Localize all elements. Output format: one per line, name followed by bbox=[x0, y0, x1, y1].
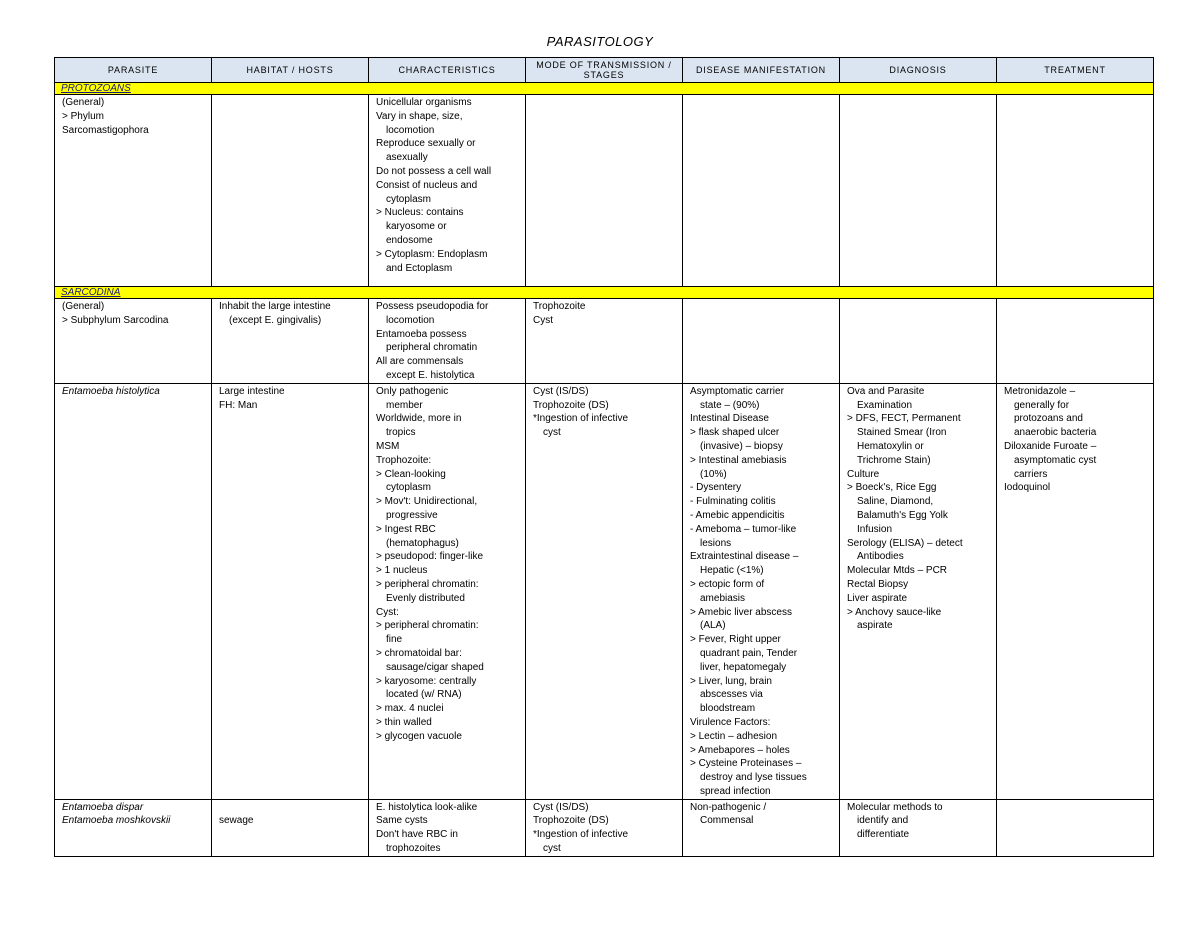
cell-parasite bbox=[55, 299, 212, 384]
cell-characteristics bbox=[369, 299, 526, 384]
cell-line: karyosome or bbox=[386, 221, 447, 233]
cell-treatment bbox=[997, 95, 1154, 287]
cell-line: Culture bbox=[847, 468, 880, 480]
cell-transmission bbox=[526, 383, 683, 799]
cell-line: Intestinal Disease bbox=[690, 413, 769, 425]
cell-line: (ALA) bbox=[700, 620, 726, 632]
cell-treatment bbox=[997, 383, 1154, 799]
cell-treatment bbox=[997, 799, 1154, 856]
cell-line bbox=[219, 801, 364, 815]
cell-parasite bbox=[55, 383, 212, 799]
cell-line: generally for bbox=[1014, 399, 1070, 411]
cell-line: Liver aspirate bbox=[847, 592, 908, 604]
cell-line: All are commensals bbox=[376, 356, 464, 368]
cell-line: asexually bbox=[386, 152, 428, 164]
cell-line: Rectal Biopsy bbox=[847, 578, 909, 590]
cell-line: except E. histolytica bbox=[386, 369, 475, 381]
cell-line: > Subphylum Sarcodina bbox=[62, 314, 169, 326]
cell-treatment bbox=[997, 299, 1154, 384]
cell-line: Non-pathogenic / bbox=[690, 801, 767, 813]
cell-line: Consist of nucleus and bbox=[376, 179, 478, 191]
cell-line: Entamoeba possess bbox=[376, 328, 467, 340]
cell-line: > Anchovy sauce-like bbox=[847, 606, 942, 618]
cell-line: sausage/cigar shaped bbox=[386, 661, 484, 673]
cell-line: cytoplasm bbox=[386, 482, 432, 494]
cell-line: (General) bbox=[62, 97, 105, 108]
cell-line: cyst bbox=[543, 843, 561, 855]
cell-line: > pseudopod: finger-like bbox=[376, 551, 484, 563]
cell-line: lesions bbox=[700, 537, 732, 549]
cell-line: Molecular methods to bbox=[847, 801, 943, 813]
section-label-protozoans: PROTOZOANS bbox=[61, 83, 131, 94]
cell-line: - Ameboma – tumor-like bbox=[690, 523, 797, 535]
cell-line: - Dysentery bbox=[690, 482, 742, 494]
cell-diagnosis bbox=[840, 299, 997, 384]
cell-line: locomotion bbox=[386, 124, 435, 136]
cell-characteristics bbox=[369, 95, 526, 287]
cell-transmission bbox=[526, 299, 683, 384]
cell-line: Trophozoite bbox=[533, 301, 586, 312]
cell-line: > DFS, FECT, Permanent bbox=[847, 413, 961, 425]
cell-line: Vary in shape, size, bbox=[376, 110, 463, 122]
cell-line: asymptomatic cyst bbox=[1014, 454, 1097, 466]
cell-line: locomotion bbox=[386, 314, 435, 326]
header-habitat: HABITAT / HOSTS bbox=[212, 58, 369, 83]
cell-line: (hematophagus) bbox=[386, 537, 459, 549]
header-treatment: TREATMENT bbox=[997, 58, 1154, 83]
cell-line: sewage bbox=[219, 815, 254, 827]
cell-line: Balamuth's Egg Yolk bbox=[857, 509, 948, 521]
cell-disease bbox=[683, 95, 840, 287]
cell-transmission bbox=[526, 799, 683, 856]
cell-line: fine bbox=[386, 634, 403, 646]
cell-line: E. histolytica look-alike bbox=[376, 801, 478, 813]
cell-characteristics bbox=[369, 799, 526, 856]
cell-line: tropics bbox=[386, 427, 416, 439]
cell-line: Cyst: bbox=[376, 606, 399, 618]
cell-line: Hematoxylin or bbox=[857, 440, 924, 452]
cell-line: MSM bbox=[376, 440, 400, 452]
cell-line: Virulence Factors: bbox=[690, 716, 771, 728]
cell-line: state – (90%) bbox=[700, 399, 760, 411]
cell-line: > Amebic liver abscess bbox=[690, 606, 792, 618]
cell-line: liver, hepatomegaly bbox=[700, 661, 787, 673]
table-row bbox=[55, 95, 1154, 287]
section-row-sarcodina bbox=[55, 287, 1154, 299]
cell-line: Examination bbox=[857, 399, 913, 411]
cell-line: identify and bbox=[857, 815, 909, 827]
cell-diagnosis bbox=[840, 95, 997, 287]
cell-line: > Clean-looking bbox=[376, 468, 446, 480]
cell-line: > Boeck's, Rice Egg bbox=[847, 482, 937, 494]
header-transmission: MODE OF TRANSMISSION / STAGES bbox=[526, 58, 683, 83]
cell-line: Molecular Mtds – PCR bbox=[847, 565, 948, 577]
cell-line: Trichrome Stain) bbox=[857, 454, 931, 466]
cell-line: bloodstream bbox=[700, 703, 756, 715]
cell-line: Worldwide, more in bbox=[376, 413, 462, 425]
cell-line: > thin walled bbox=[376, 716, 432, 728]
cell-parasite bbox=[55, 799, 212, 856]
cell-line: Iodoquinol bbox=[1004, 482, 1051, 494]
cell-line: > peripheral chromatin: bbox=[376, 578, 479, 590]
cell-line: quadrant pain, Tender bbox=[700, 647, 798, 659]
cell-line: Don't have RBC in bbox=[376, 829, 458, 841]
cell-line: Unicellular organisms bbox=[376, 97, 472, 108]
cell-line: peripheral chromatin bbox=[386, 342, 478, 354]
cell-habitat bbox=[212, 383, 369, 799]
cell-line: located (w/ RNA) bbox=[386, 689, 462, 701]
cell-line: spread infection bbox=[700, 785, 771, 797]
cell-line: > Nucleus: contains bbox=[376, 207, 464, 219]
cell-line: > 1 nucleus bbox=[376, 565, 428, 577]
cell-line: abscesses via bbox=[700, 689, 763, 701]
header-row bbox=[55, 58, 1154, 83]
parasitology-table bbox=[54, 57, 1154, 857]
header-diagnosis: DIAGNOSIS bbox=[840, 58, 997, 83]
header-characteristics: CHARACTERISTICS bbox=[369, 58, 526, 83]
cell-line: progressive bbox=[386, 509, 438, 521]
cell-line: > Cysteine Proteinases – bbox=[690, 758, 802, 770]
cell-line: > ectopic form of bbox=[690, 578, 765, 590]
cell-disease bbox=[683, 383, 840, 799]
cell-line: > chromatoidal bar: bbox=[376, 647, 462, 659]
cell-line: Trophozoite (DS) bbox=[533, 399, 609, 411]
cell-line: (General) bbox=[62, 301, 105, 312]
cell-habitat bbox=[212, 799, 369, 856]
cell-line: Hepatic (<1%) bbox=[700, 565, 764, 577]
cell-line: Serology (ELISA) – detect bbox=[847, 537, 963, 549]
cell-line: endosome bbox=[386, 234, 433, 246]
cell-disease bbox=[683, 299, 840, 384]
cell-line: Infusion bbox=[857, 523, 893, 535]
cell-line: Diloxanide Furoate – bbox=[1004, 440, 1097, 452]
cell-line: > Cytoplasm: Endoplasm bbox=[376, 248, 488, 260]
cell-line: Asymptomatic carrier bbox=[690, 385, 784, 397]
cell-line: > peripheral chromatin: bbox=[376, 620, 479, 632]
cell-diagnosis bbox=[840, 383, 997, 799]
cell-line: trophozoites bbox=[386, 843, 441, 855]
cell-line: cytoplasm bbox=[386, 193, 432, 205]
cell-line: Reproduce sexually or bbox=[376, 138, 476, 150]
cell-line: aspirate bbox=[857, 620, 893, 632]
cell-line: Evenly distributed bbox=[386, 592, 465, 604]
cell-line: Stained Smear (Iron bbox=[857, 427, 947, 439]
cell-line: Do not possess a cell wall bbox=[376, 165, 492, 177]
cell-diagnosis bbox=[840, 799, 997, 856]
cell-line: Inhabit the large intestine bbox=[219, 301, 331, 312]
cell-line: Sarcomastigophora bbox=[62, 124, 149, 136]
cell-line: Entamoeba moshkovskii bbox=[62, 815, 171, 827]
cell-line: Only pathogenic bbox=[376, 385, 449, 397]
table-row bbox=[55, 383, 1154, 799]
cell-line: > Phylum bbox=[62, 110, 104, 122]
cell-line: carriers bbox=[1014, 468, 1048, 480]
cell-line: amebiasis bbox=[700, 592, 746, 604]
cell-line: differentiate bbox=[857, 829, 910, 841]
cell-line: Entamoeba histolytica bbox=[62, 385, 160, 397]
cell-line: and Ectoplasm bbox=[386, 262, 453, 274]
cell-line: Antibodies bbox=[857, 551, 904, 563]
cell-line: Extraintestinal disease – bbox=[690, 551, 799, 563]
table-row bbox=[55, 799, 1154, 856]
cell-line: cyst bbox=[543, 427, 561, 439]
cell-disease bbox=[683, 799, 840, 856]
cell-line: anaerobic bacteria bbox=[1014, 427, 1097, 439]
cell-line: Entamoeba dispar bbox=[62, 801, 144, 813]
table-row bbox=[55, 299, 1154, 384]
cell-line: > Mov't: Unidirectional, bbox=[376, 496, 478, 508]
cell-line: Commensal bbox=[700, 815, 754, 827]
cell-line: (10%) bbox=[700, 468, 727, 480]
cell-line: Ova and Parasite bbox=[847, 385, 925, 397]
cell-line: *Ingestion of infective bbox=[533, 829, 629, 841]
cell-line: > Amebapores – holes bbox=[690, 744, 790, 756]
cell-parasite bbox=[55, 95, 212, 287]
cell-line: FH: Man bbox=[219, 399, 258, 411]
cell-line: > flask shaped ulcer bbox=[690, 427, 780, 439]
cell-line: Cyst bbox=[533, 314, 553, 326]
cell-line: protozoans and bbox=[1014, 413, 1083, 425]
cell-line: > Intestinal amebiasis bbox=[690, 454, 787, 466]
document-title: PARASITOLOGY bbox=[546, 34, 654, 49]
cell-line: Trophozoite (DS) bbox=[533, 815, 609, 827]
cell-line: - Amebic appendicitis bbox=[690, 509, 785, 521]
header-disease: DISEASE MANIFESTATION bbox=[683, 58, 840, 83]
cell-line: Cyst (IS/DS) bbox=[533, 801, 589, 813]
cell-characteristics bbox=[369, 383, 526, 799]
cell-line: > Liver, lung, brain bbox=[690, 675, 772, 687]
cell-line: Trophozoite: bbox=[376, 454, 432, 466]
section-row-protozoans bbox=[55, 83, 1154, 95]
cell-line: Possess pseudopodia for bbox=[376, 301, 489, 312]
cell-line: Cyst (IS/DS) bbox=[533, 385, 589, 397]
cell-line: > karyosome: centrally bbox=[376, 675, 477, 687]
cell-line: > Lectin – adhesion bbox=[690, 730, 778, 742]
cell-line: > glycogen vacuole bbox=[376, 730, 462, 742]
cell-line: Large intestine bbox=[219, 385, 285, 397]
cell-line: - Fulminating colitis bbox=[690, 496, 776, 508]
cell-line: Saline, Diamond, bbox=[857, 496, 934, 508]
cell-line: Metronidazole – bbox=[1004, 385, 1076, 397]
cell-line: > Fever, Right upper bbox=[690, 634, 781, 646]
cell-line: (except E. gingivalis) bbox=[229, 314, 322, 326]
cell-line: > max. 4 nuclei bbox=[376, 703, 444, 715]
cell-line: Same cysts bbox=[376, 815, 428, 827]
cell-transmission bbox=[526, 95, 683, 287]
cell-line: (invasive) – biopsy bbox=[700, 440, 783, 452]
section-label-sarcodina: SARCODINA bbox=[61, 287, 121, 298]
cell-line: *Ingestion of infective bbox=[533, 413, 629, 425]
header-parasite: PARASITE bbox=[55, 58, 212, 83]
cell-line: destroy and lyse tissues bbox=[700, 772, 807, 784]
cell-habitat bbox=[212, 95, 369, 287]
cell-habitat bbox=[212, 299, 369, 384]
cell-line: member bbox=[386, 399, 423, 411]
cell-line: > Ingest RBC bbox=[376, 523, 436, 535]
